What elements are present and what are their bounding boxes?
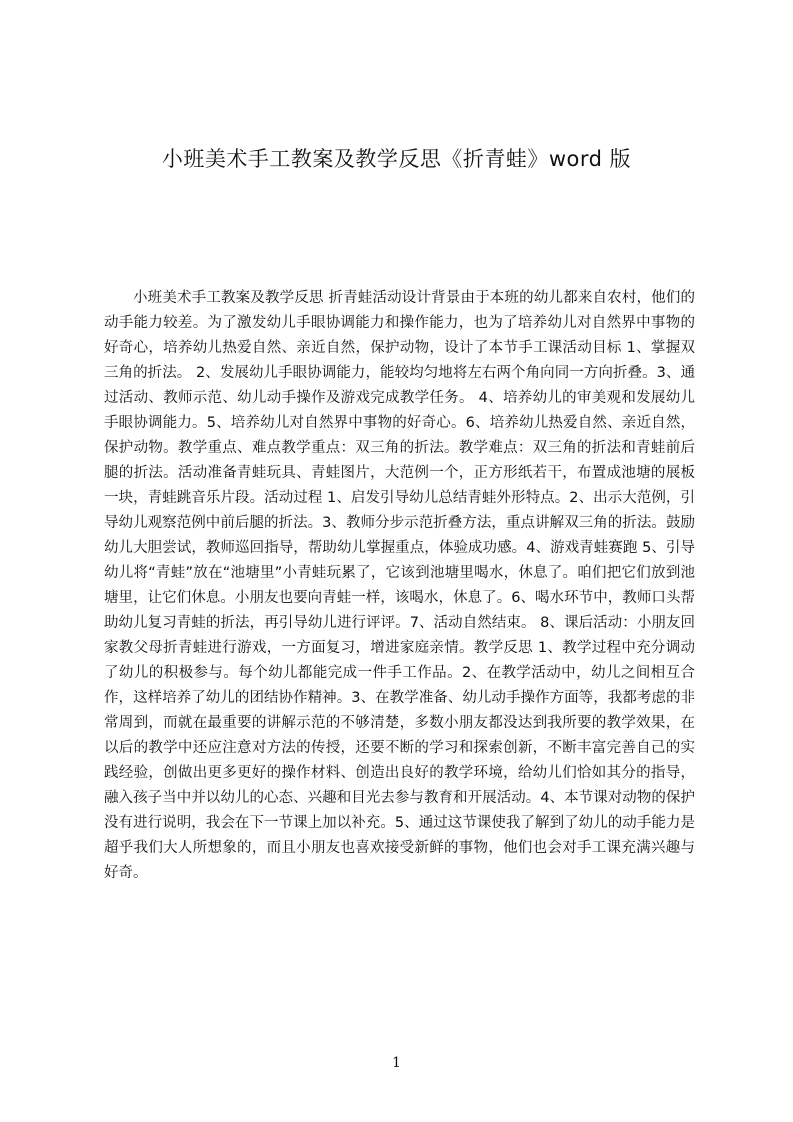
page-number: 1 — [392, 1055, 401, 1071]
document-body-paragraph: 小班美术手工教案及教学反思 折青蛙活动设计背景由于本班的幼儿都来自农村，他们的动手能力较差。为了激发幼儿手眼协调能力和操作能力，也为了培养幼儿对自然界中事物的好奇心，培养幼儿热爱自然、亲近自然，保护动物，设计了本节手工课活动目标 1、掌握双三角的折法。 2、发展幼儿手眼协调能力，能较均匀地将左右两个角向同一方向折叠。3、通过活动、教师示范、幼儿动手操作及游戏完成教学任务。 4、培养幼儿的审美观和发展幼儿手眼协调能力。5、培养幼儿对自然界中事物的好奇心。6、培养幼儿热爱自然、亲近自然，保护动物。教学重点、难点教学重点：双三角的折法。教学难点：双三角的折法和青蛙前后腿的折法。活动准备青蛙玩具、青蛙图片，大范例一个，正方形纸若干，布置成池塘的展板一块，青蛙跳音乐片段。活动过程 1、启发引导幼儿总结青蛙外形特点。2、出示大范例，引导幼儿观察范例中前后腿的折法。3、教师分步示范折叠方法，重点讲解双三角的折法。鼓励幼儿大胆尝试，教师巡回指导，帮助幼儿掌握重点，体验成功感。4、游戏青蛙赛跑 5、引导幼儿将“青蛙”放在“池塘里”小青蛙玩累了，它该到池塘里喝水，休息了。咱们把它们放到池塘里，让它们休息。小朋友也要向青蛙一样，该喝水，休息了。6、喝水环节中，教师口头帮助幼儿复习青蛙的折法，再引导幼儿进行评评。7、活动自然结束。 8、课后活动：小朋友回家教父母折青蛙进行游戏，一方面复习，增进家庭亲情。教学反思 1、教学过程中充分调动了幼儿的积极参与。每个幼儿都能完成一件手工作品。2、在教学活动中，幼儿之间相互合作，这样培养了幼儿的团结协作精神。3、在教学准备、幼儿动手操作方面等，我都考虑的非常周到，而就在最重要的讲解示范的不够清楚，多数小朋友都没达到我所要的教学效果，在以后的教学中还应注意对方法的传授，还要不断的学习和探索创新，不断丰富完善自己的实践经验，创做出更多更好的操作材料、创造出良好的教学环境，给幼儿们恰如其分的指导，融入孩子当中并以幼儿的心态、兴趣和目光去参与教育和开展活动。4、本节课对动物的保护没有进行说明，我会在下一节课上加以补充。5、通过这节课使我了解到了幼儿的动手能力是超乎我们大人所想象的，而且小朋友也喜欢接受新鲜的事物，他们也会对手工课充满兴趣与好奇。 — [104, 290, 695, 881]
document-title: 小班美术手工教案及教学反思《折青蛙》word 版 — [161, 147, 632, 171]
